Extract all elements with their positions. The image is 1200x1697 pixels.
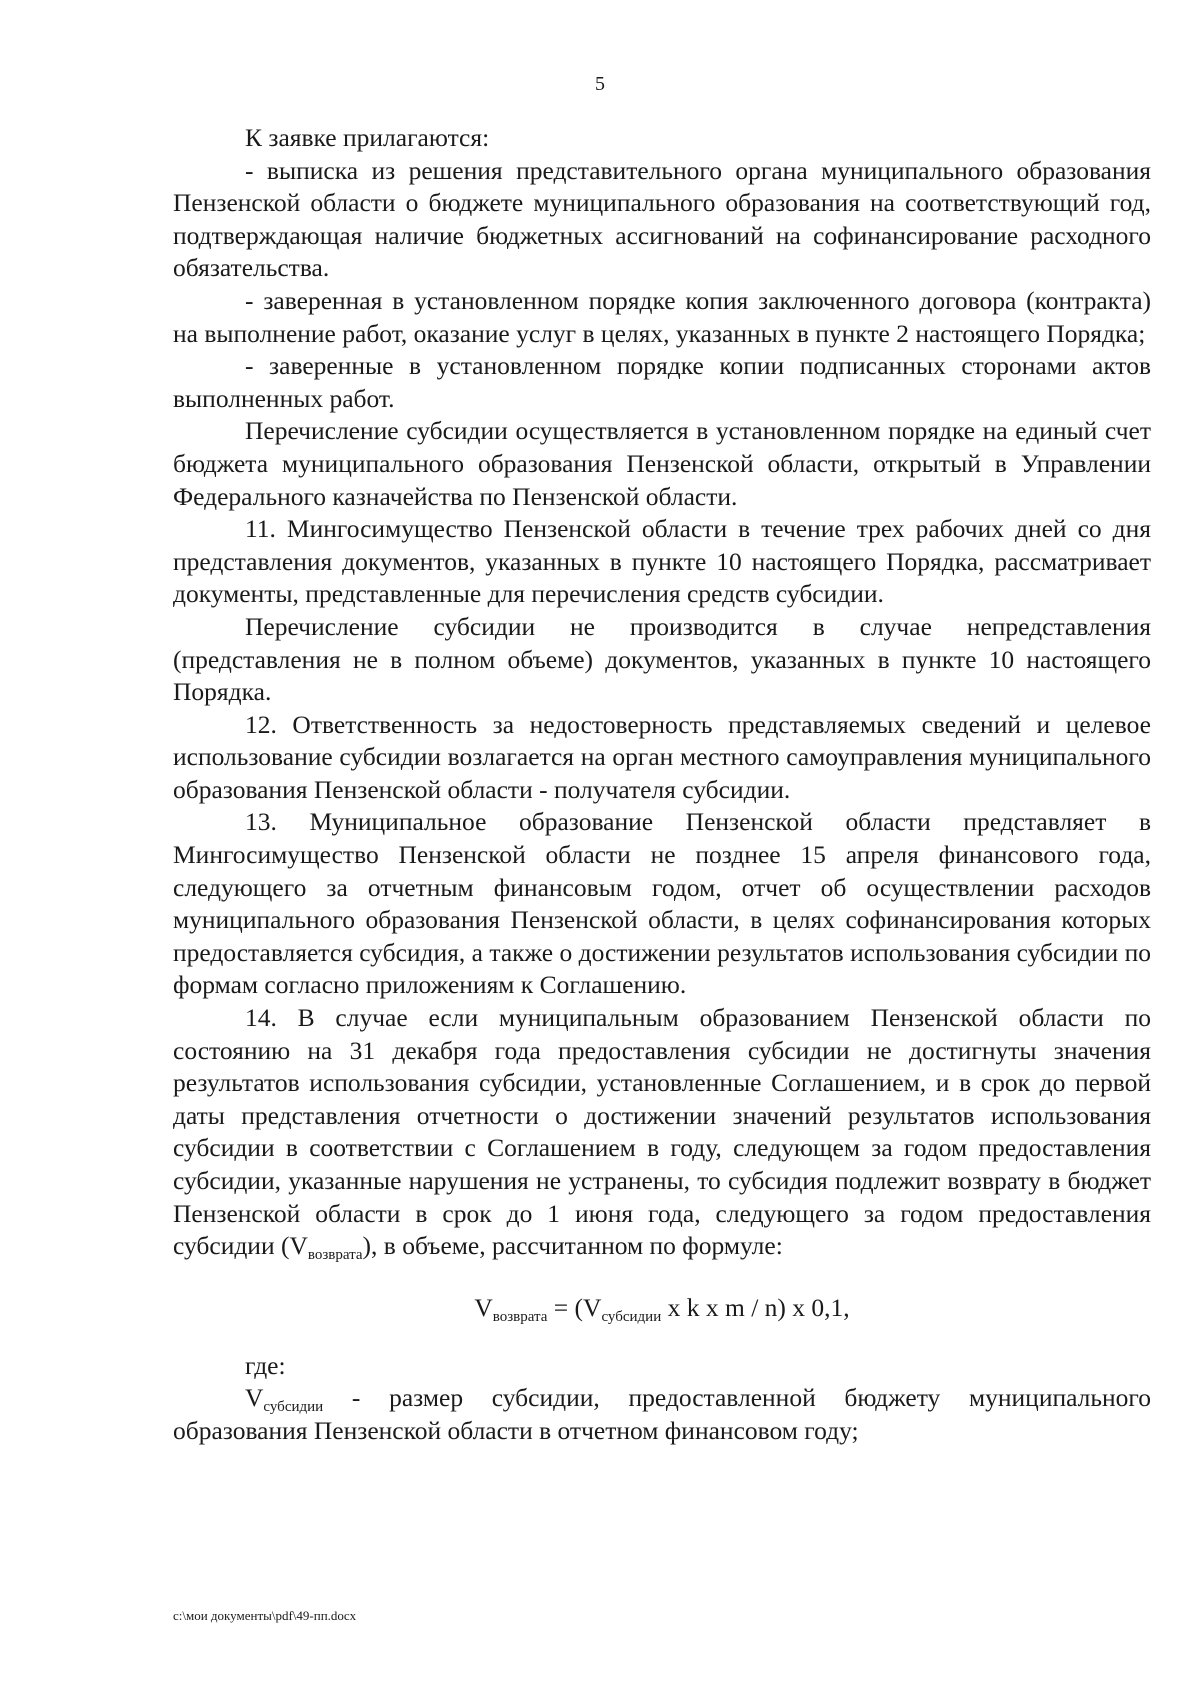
- paragraph-contract-copy: - заверенная в установленном порядке копия заключенного договора (контракта) на выполнение работ, оказание услуг в целях, указанных в пункте 2 настоящего Порядка;: [173, 285, 1151, 348]
- paragraph-transfer: Перечисление субсидии осуществляется в установленном порядке на единый счет бюджета муниципального образования Пензенской области, открытый в Управлении Федерального казначейства по Пензенской области.: [173, 416, 1151, 511]
- paragraph-definition-v-subsidy: [173, 1382, 1151, 1447]
- paragraph-clause-14: [173, 1002, 1151, 1263]
- paragraph-budget-extract: - выписка из решения представительного органа муниципального образования Пензенской области о бюджете муниципального образования на соответствующий год, подтверждающая наличие бюджетных ассигнований на софинансирование расходного обязательства.: [173, 155, 1151, 283]
- paragraph-transfer-refusal: Перечисление субсидии не производится в случае непредставления (представления не в полном объеме) документов, указанных в пункте 10 настоящего Порядка.: [173, 611, 1151, 707]
- paragraph-clause-13: 13. Муниципальное образование Пензенской области представляет в Мингосимущество Пензенской области не позднее 15 апреля финансового года, следующего за отчетным финансовым годом, отчет об осуществлении расходов муниципального образования Пензенской области, в целях софинансирования которых предоставляется субсидия, а также о достижении результатов использования субсидии по формам согласно приложениям к Соглашению.: [173, 807, 1151, 1000]
- formula-eq-open: = (V: [547, 1292, 602, 1322]
- paragraph-clause-11: 11. Мингосимущество Пензенской области в течение трех рабочих дней со дня представления документов, указанных в пункте 10 настоящего Порядка, рассматривает документы, представленные для перечисления средств субсидии.: [173, 514, 1151, 609]
- clause-14-text: 14. В случае если муниципальным образованием Пензенской области по состоянию на 31 декабря года предоставления субсидии не достигнуты значения результатов использования субсидии, установленные Соглашением, и в срок до первой даты представления отчетности о достижении значений результатов использования субсидии в соответствии с Соглашением в году, следующем за годом предоставления субсидии, указанные нарушения не устранены, то субсидия подлежит возврату в бюджет Пензенской области в срок до 1 июня года, следующего за годом предоставления субсидии (V: [173, 1003, 1151, 1261]
- page-number: 5: [595, 73, 605, 95]
- footer-file-path: c:\мои документы\pdf\49-пп.docx: [173, 1608, 357, 1623]
- paragraph-attachments-intro: К заявке прилагаются:: [245, 123, 490, 152]
- formula-sub-return: возврата: [492, 1308, 548, 1325]
- formula-rest: x k x m / n) x 0,1,: [661, 1292, 850, 1322]
- clause-14-ending: ), в объеме, рассчитанном по формуле:: [362, 1231, 783, 1261]
- definition-text: - размер субсидии, предоставленной бюджету муниципального образования Пензенской области в отчетном финансовом году;: [173, 1383, 1151, 1445]
- paragraph-where: где:: [245, 1350, 286, 1380]
- paragraph-acts-copies: - заверенные в установленном порядке копии подписанных сторонами актов выполненных работ.: [173, 351, 1151, 413]
- definition-v: V: [245, 1383, 264, 1413]
- return-formula: [173, 1290, 1151, 1326]
- definition-sub: субсидии: [263, 1399, 324, 1416]
- clause-14-subscript: возврата: [307, 1247, 363, 1264]
- formula-sub-subsidy: субсидии: [601, 1308, 662, 1325]
- document-body: [173, 122, 1151, 1448]
- paragraph-clause-12: 12. Ответственность за недостоверность представляемых сведений и целевое использование субсидии возлагается на орган местного самоуправления муниципального образования Пензенской области - получателя субсидии.: [173, 709, 1151, 804]
- formula-v: V: [474, 1292, 493, 1322]
